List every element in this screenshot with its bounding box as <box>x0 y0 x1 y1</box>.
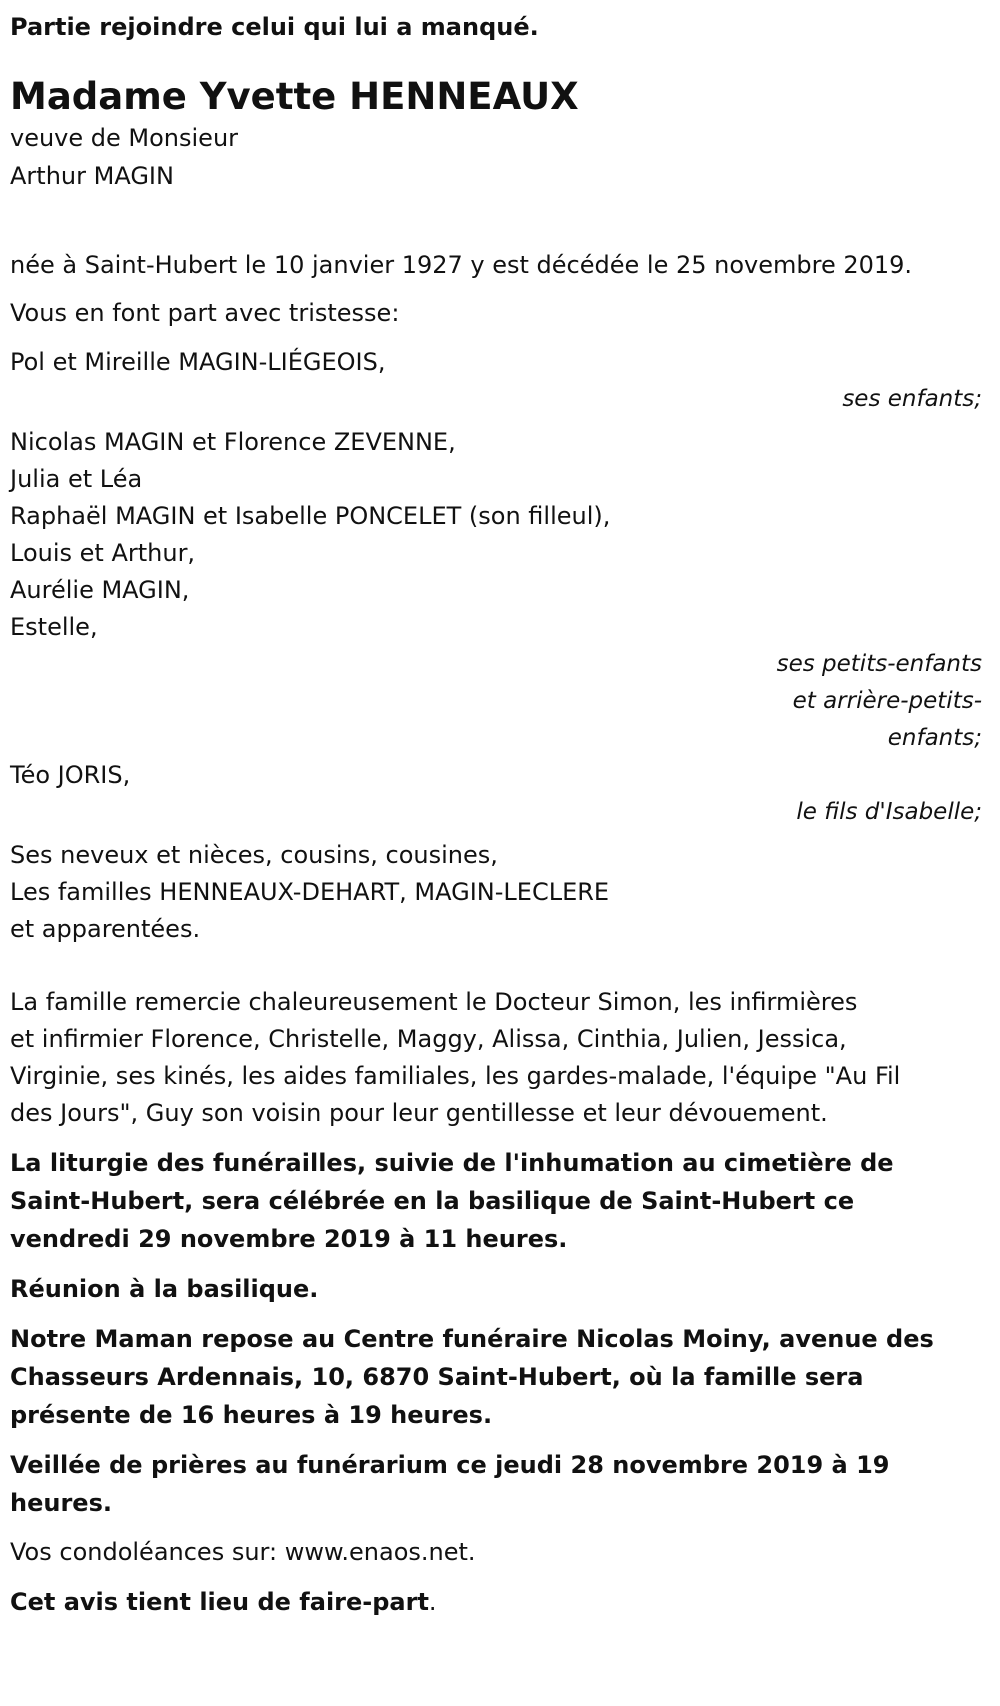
widow-line-2: Arthur MAGIN <box>10 162 174 190</box>
reunion-line: Réunion à la basilique. <box>10 1275 319 1303</box>
widow-line-1: veuve de Monsieur <box>10 124 239 152</box>
liturgy-line: vendredi 29 novembre 2019 à 11 heures. <box>10 1225 568 1253</box>
grandchildren-relation-3: enfants; <box>887 725 982 751</box>
grandchild-line: Raphaël MAGIN et Isabelle PONCELET (son filleul), <box>10 502 611 530</box>
grandchildren-relation-1: ses petits-enfants <box>776 651 982 677</box>
thanks-line: des Jours", Guy son voisin pour leur gentillesse et leur dévouement. <box>10 1099 828 1127</box>
birth-death-line: née à Saint-Hubert le 10 janvier 1927 y est décédée le 25 novembre 2019. <box>10 251 913 279</box>
repose-line: Notre Maman repose au Centre funéraire Nicolas Moiny, avenue des <box>10 1325 934 1353</box>
grandchild-line: Aurélie MAGIN, <box>10 576 190 604</box>
children-name: Pol et Mireille MAGIN-LIÉGEOIS, <box>10 348 386 376</box>
deceased-name: Madame Yvette HENNEAUX <box>10 75 579 118</box>
thanks-line: La famille remercie chaleureusement le Docteur Simon, les infirmières <box>10 988 858 1016</box>
grandchild-line: Nicolas MAGIN et Florence ZEVENNE, <box>10 428 456 456</box>
announce-line: Vous en font part avec tristesse: <box>10 299 400 327</box>
others-line: Les familles HENNEAUX-DEHART, MAGIN-LECLERE <box>10 878 610 906</box>
closing-line <box>10 1583 990 1621</box>
repose-line: Chasseurs Ardennais, 10, 6870 Saint-Hubert, où la famille sera <box>10 1363 864 1391</box>
grandchild-line: Louis et Arthur, <box>10 539 196 567</box>
repose-paragraph <box>10 1320 990 1434</box>
intro-line: Partie rejoindre celui qui lui a manqué. <box>10 13 539 41</box>
grandchild-line: Estelle, <box>10 613 98 641</box>
others-section <box>10 837 990 948</box>
liturgy-paragraph <box>10 1144 990 1258</box>
grandchildren-relation-2: et arrière-petits- <box>792 688 982 714</box>
liturgy-line: Saint-Hubert, sera célébrée en la basilique de Saint-Hubert ce <box>10 1187 855 1215</box>
repose-line: présente de 16 heures à 19 heures. <box>10 1401 493 1429</box>
others-line: Ses neveux et nièces, cousins, cousines, <box>10 841 498 869</box>
teo-section <box>10 757 990 831</box>
closing-end: . <box>428 1588 437 1616</box>
closing-bold: Cet avis tient lieu de faire-part <box>10 1588 429 1616</box>
teo-name: Téo JORIS, <box>10 761 131 789</box>
vigil-paragraph <box>10 1446 990 1522</box>
children-relation: ses enfants; <box>842 386 982 412</box>
liturgy-line: La liturgie des funérailles, suivie de l'inhumation au cimetière de <box>10 1149 894 1177</box>
children-section <box>10 344 990 418</box>
vigil-line: heures. <box>10 1489 112 1517</box>
condolences-line: Vos condoléances sur: www.enaos.net. <box>10 1538 476 1566</box>
thanks-line: Virginie, ses kinés, les aides familiales, les gardes-malade, l'équipe "Au Fil <box>10 1062 901 1090</box>
vigil-line: Veillée de prières au funérarium ce jeudi 28 novembre 2019 à 19 <box>10 1451 890 1479</box>
grandchild-line: Julia et Léa <box>10 465 143 493</box>
grandchildren-section <box>10 424 990 757</box>
thanks-line: et infirmier Florence, Christelle, Maggy, Alissa, Cinthia, Julien, Jessica, <box>10 1025 847 1053</box>
teo-relation: le fils d'Isabelle; <box>796 799 982 825</box>
others-line: et apparentées. <box>10 915 201 943</box>
thanks-paragraph <box>10 984 990 1132</box>
